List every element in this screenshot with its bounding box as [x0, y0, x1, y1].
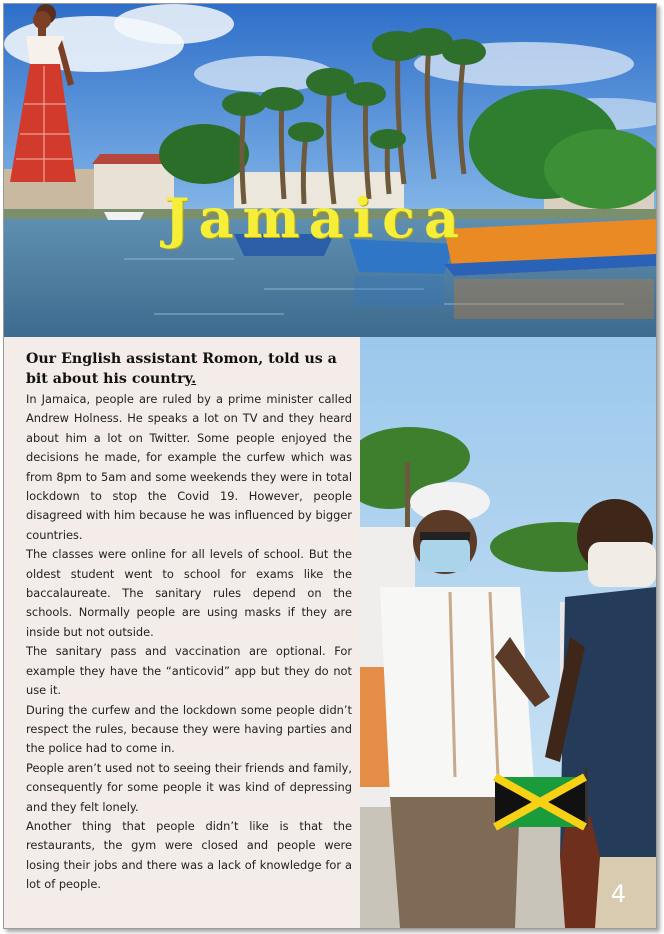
article-column	[4, 337, 360, 928]
dancer-illustration	[4, 4, 90, 186]
paragraph: The classes were online for all levels of school. But the oldest student went to school for exams like the baccalaureate. The sanitary rules depend on the schools. Normally people are using masks if they are inside but not outside.	[26, 547, 352, 639]
page-title: Jamaica	[164, 186, 469, 250]
paragraph: The sanitary pass and vaccination are optional. For example they have the “anticovid” app but they do not use it.	[26, 644, 352, 698]
paragraph: Another thing that people didn’t like is that the restaurants, the gym were closed and people were losing their jobs and there was a lack of knowledge for a lot of people.	[26, 818, 352, 892]
magazine-page	[3, 3, 657, 929]
jamaica-flag	[495, 777, 585, 827]
harbor-scene	[4, 4, 656, 337]
headline-text: Our English assistant Romon, told us a bit about his country	[26, 351, 337, 387]
paragraph: People aren’t used not to seeing their friends and family, consequently for some people it was kind of depressing and they felt lonely.	[26, 760, 352, 814]
people-photo	[360, 337, 656, 928]
hero-photo	[4, 4, 656, 337]
people-scene	[360, 337, 656, 928]
article-body	[26, 390, 352, 895]
page-number: 4	[610, 880, 626, 908]
article-headline	[26, 349, 356, 389]
headline-period: .	[191, 371, 197, 387]
paragraph: In Jamaica, people are ruled by a prime minister called Andrew Holness. He speaks a lot on TV and they heard about him a lot on Twitter. Some people enjoyed the decisions he made, for example the curfew which was from 8pm to 5am and some weekends they were in total lockdown to stop the Covid 19. However, people disagreed with him because he was influenced by bigger countries.	[26, 392, 352, 542]
paragraph: During the curfew and the lockdown some people didn’t respect the rules, because they were having parties and the police had to come in.	[26, 702, 352, 756]
